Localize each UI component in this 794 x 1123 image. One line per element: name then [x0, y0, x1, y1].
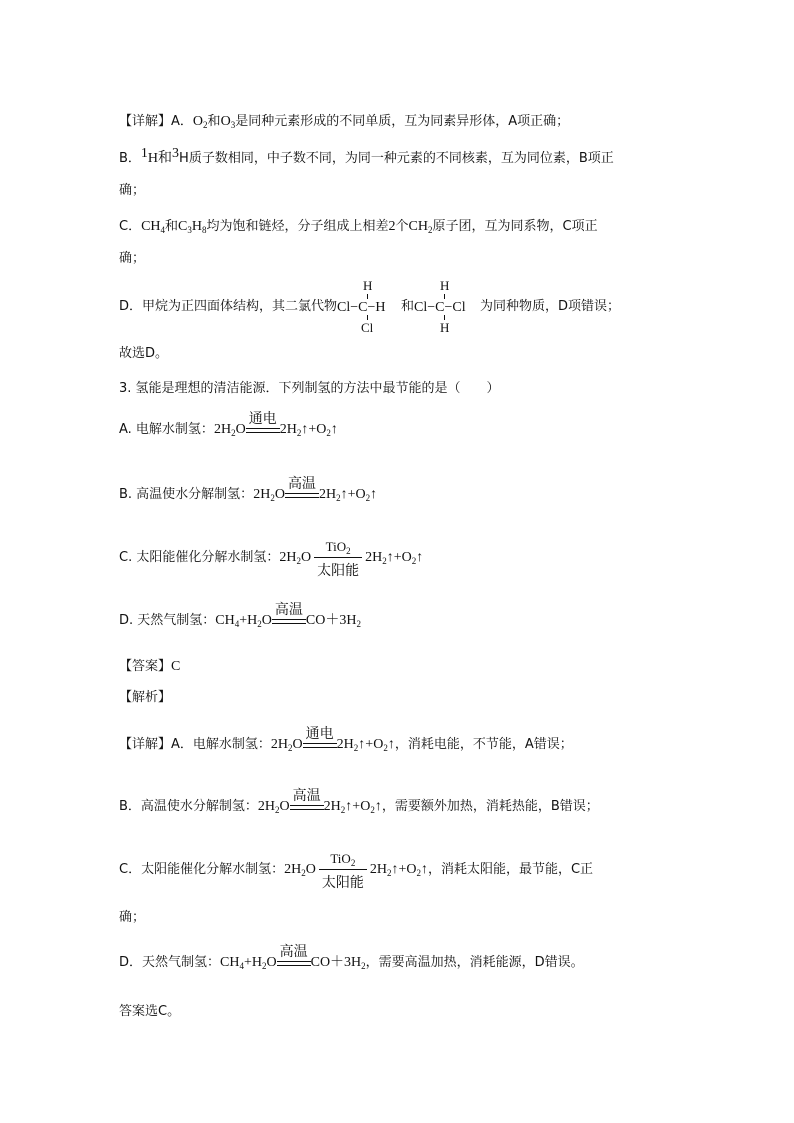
detail1-line-c2: 确； [119, 251, 146, 266]
detail1-line-a: 【详解】A．$O_2$和$O_3$是同种元素形成的不同单质，互为同素异形体，A项正确； [119, 114, 570, 130]
reaction-condition: 高温 [285, 488, 319, 502]
analysis-label: 【解析】 [119, 690, 172, 705]
detail1-line-d: D．甲烷为正四面体结构，其二氯代物 H Cl−C−H Cl 和 H Cl−C−Cl H 为同种物质，D项错误； [119, 277, 621, 335]
reaction-condition: 高温 [272, 614, 306, 628]
dichloromethane-structure-2: H Cl−C−Cl H [414, 277, 466, 335]
reaction-condition: 通电 [303, 738, 337, 752]
catalyst-condition: $\frac{TiO_2}{\text{太阳能}}$ [319, 863, 367, 877]
detail2-line-d: D．天然气制氢：$CH_4+H_2O$ 高温 $CO+3H_2$，需要高温加热，消耗能源，D错误。 [119, 943, 584, 971]
answer-line: 【答案】C [119, 659, 181, 674]
option-d: D. 天然气制氢：$CH_4+H_2O$ 高温 $CO+3H_2$ [119, 601, 361, 629]
reaction-condition: 通电 [246, 423, 280, 437]
detail2-line-b: B．高温使水分解制氢：$2H_2O$ 高温 $2H_2↑+O_2↑$，需要额外加热，消耗热能，B错误； [119, 787, 599, 815]
detail1-line-b2: 确； [119, 183, 146, 198]
option-a: A. 电解水制氢：$2H_2O$ 通电 $2H_2↑+O_2↑$ [119, 410, 338, 438]
detail2-line-c: C．太阳能催化分解水制氢：$2H_2O$ $\frac{TiO_2}{\text{太阳能}}$ $2H_2↑+O_2↑$，消耗太阳能，最节能，C正 [119, 850, 594, 891]
detail2-line-c2: 确； [119, 910, 146, 925]
catalyst-condition: $\frac{TiO_2}{\text{太阳能}}$ [314, 551, 362, 565]
detail2-line-a: 【详解】A．电解水制氢：$2H_2O$ 通电 $2H_2↑+O_2↑$，消耗电能，不节能，A错误； [119, 725, 573, 753]
reaction-condition: 高温 [290, 800, 324, 814]
dichloromethane-structure-1: H Cl−C−H Cl [337, 277, 386, 335]
detail1-conclusion: 故选D。 [119, 346, 169, 361]
final-answer: 答案选C。 [119, 1004, 181, 1019]
detail1-line-c: C．$CH_4$和$C_3H_8$均为饱和链烃，分子组成上相差2个$CH_2$原子团，互为同系物，C项正 [119, 219, 598, 235]
question-stem: 3. 氢能是理想的清洁能源．下列制氢的方法中最节能的是（ ） [119, 381, 500, 396]
reaction-condition: 高温 [277, 956, 311, 970]
option-c: C. 太阳能催化分解水制氢：$2H_2O$ $\frac{TiO_2}{\text{太阳能}}$ $2H_2↑+O_2↑$ [119, 538, 424, 579]
option-b: B. 高温使水分解制氢：$2H_2O$ 高温 $2H_2↑+O_2↑$ [119, 475, 378, 503]
detail1-line-b: B．$^1$H和$^3$H质子数相同，中子数不同，为同一种元素的不同核素，互为同位素，B项正 [119, 146, 614, 166]
